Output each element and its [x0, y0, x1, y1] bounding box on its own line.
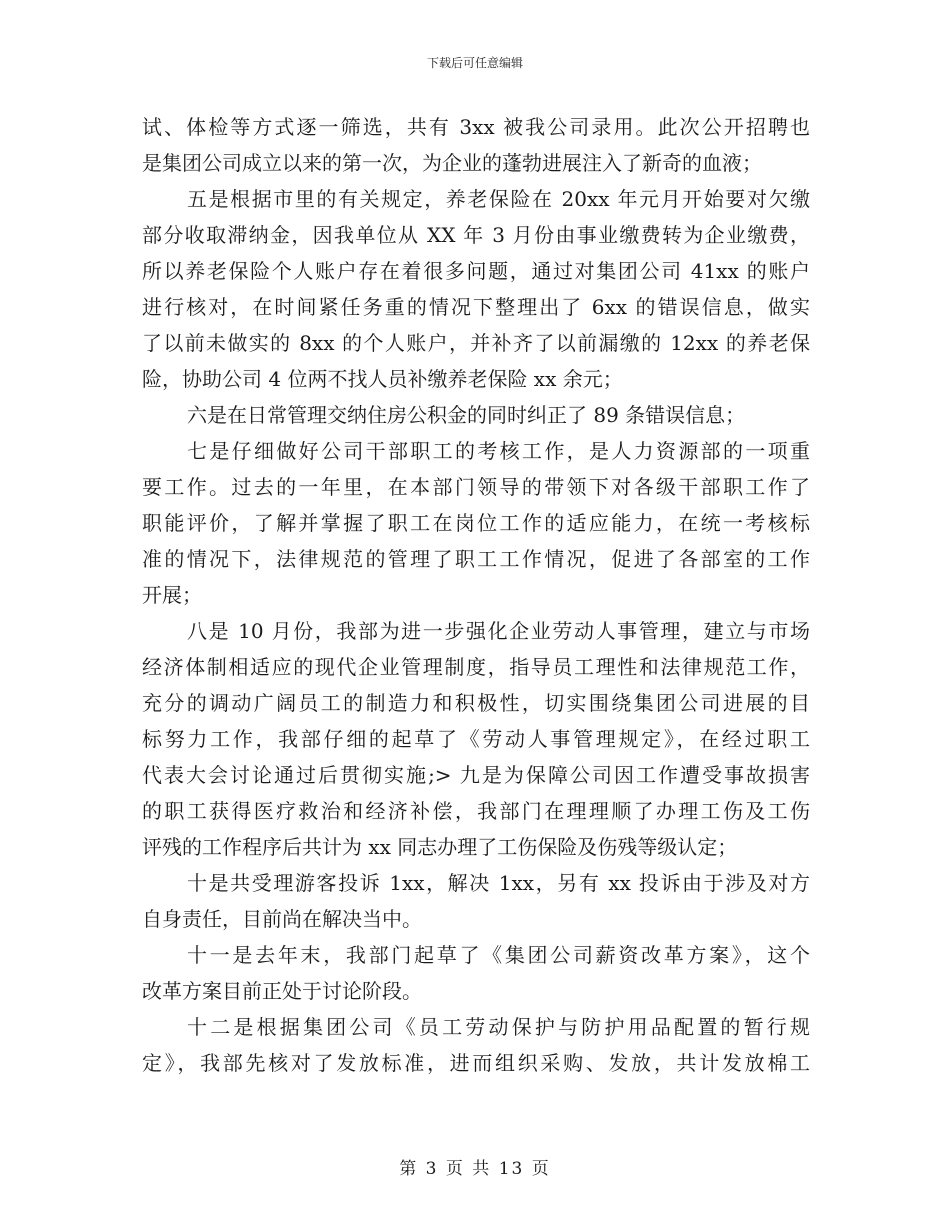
text-line: 的职工获得医疗救治和经济补偿，我部门在理理顺了办理工伤及工伤: [142, 799, 810, 823]
text-line: 是集团公司成立以来的第一次，为企业的蓬勃进展注入了新奇的血液；: [142, 151, 762, 175]
body-text: [142, 109, 810, 1081]
text-line: 代表大会讨论通过后贯彻实施;> 九是为保障公司因工作遭受事故损害: [142, 763, 810, 787]
text-line: 职能评价，了解并掌握了职工在岗位工作的适应能力，在统一考核标: [142, 511, 810, 535]
text-line: 经济体制相适应的现代企业管理制度，指导员工理性和法律规范工作，: [142, 655, 810, 679]
text-line: 五是根据市里的有关规定，养老保险在 20xx 年元月开始要对欠缴: [187, 187, 810, 211]
text-line: 十是共受理游客投诉 1xx，解决 1xx，另有 xx 投诉由于涉及对方: [187, 871, 810, 895]
text-line: 了以前未做实的 8xx 的个人账户，并补齐了以前漏缴的 12xx 的养老保: [142, 331, 810, 355]
text-line: 自身责任，目前尚在解决当中。: [142, 907, 422, 931]
text-line: 部分收取滞纳金，因我单位从 XX 年 3 月份由事业缴费转为企业缴费，: [142, 223, 810, 247]
text-line: 七是仔细做好公司干部职工的考核工作，是人力资源部的一项重: [187, 439, 810, 463]
text-line: 开展；: [142, 583, 202, 607]
text-line: 定》，我部先核对了发放标准，进而组织采购、发放，共计发放棉工: [142, 1051, 810, 1075]
text-line: 充分的调动广阔员工的制造力和积极性，切实围绕集团公司进展的目: [142, 691, 810, 715]
text-line: 试、体检等方式逐一筛选，共有 3xx 被我公司录用。此次公开招聘也: [142, 115, 810, 139]
text-line: 险，协助公司 4 位两不找人员补缴养老保险 xx 余元；: [142, 367, 623, 391]
page-header: 下载后可任意编辑: [426, 56, 523, 70]
text-line: 所以养老保险个人账户存在着很多问题，通过对集团公司 41xx 的账户: [142, 259, 810, 283]
text-line: 十一是去年末，我部门起草了《集团公司薪资改革方案》，这个: [187, 943, 810, 967]
text-line: 评残的工作程序后共计为 xx 同志办理了工伤保险及伤残等级认定；: [142, 835, 738, 859]
text-line: 要工作。过去的一年里，在本部门领导的带领下对各级干部职工作了: [142, 475, 810, 499]
text-line: 改革方案目前正处于讨论阶段。: [142, 979, 422, 1003]
text-line: 十二是根据集团公司《员工劳动保护与防护用品配置的暂行规: [187, 1015, 810, 1039]
text-line: 标努力工作，我部仔细的起草了《劳动人事管理规定》，在经过职工: [142, 727, 810, 751]
text-line: 八是 10 月份，我部为进一步强化企业劳动人事管理，建立与市场: [187, 619, 810, 643]
text-line: 六是在日常管理交纳住房公积金的同时纠正了 89 条错误信息；: [187, 403, 746, 427]
page-footer: 第 3 页 共 13 页: [399, 1159, 551, 1179]
text-line: 进行核对，在时间紧任务重的情况下整理出了 6xx 的错误信息，做实: [142, 295, 810, 319]
text-line: 准的情况下，法律规范的管理了职工工作情况，促进了各部室的工作: [142, 547, 810, 571]
